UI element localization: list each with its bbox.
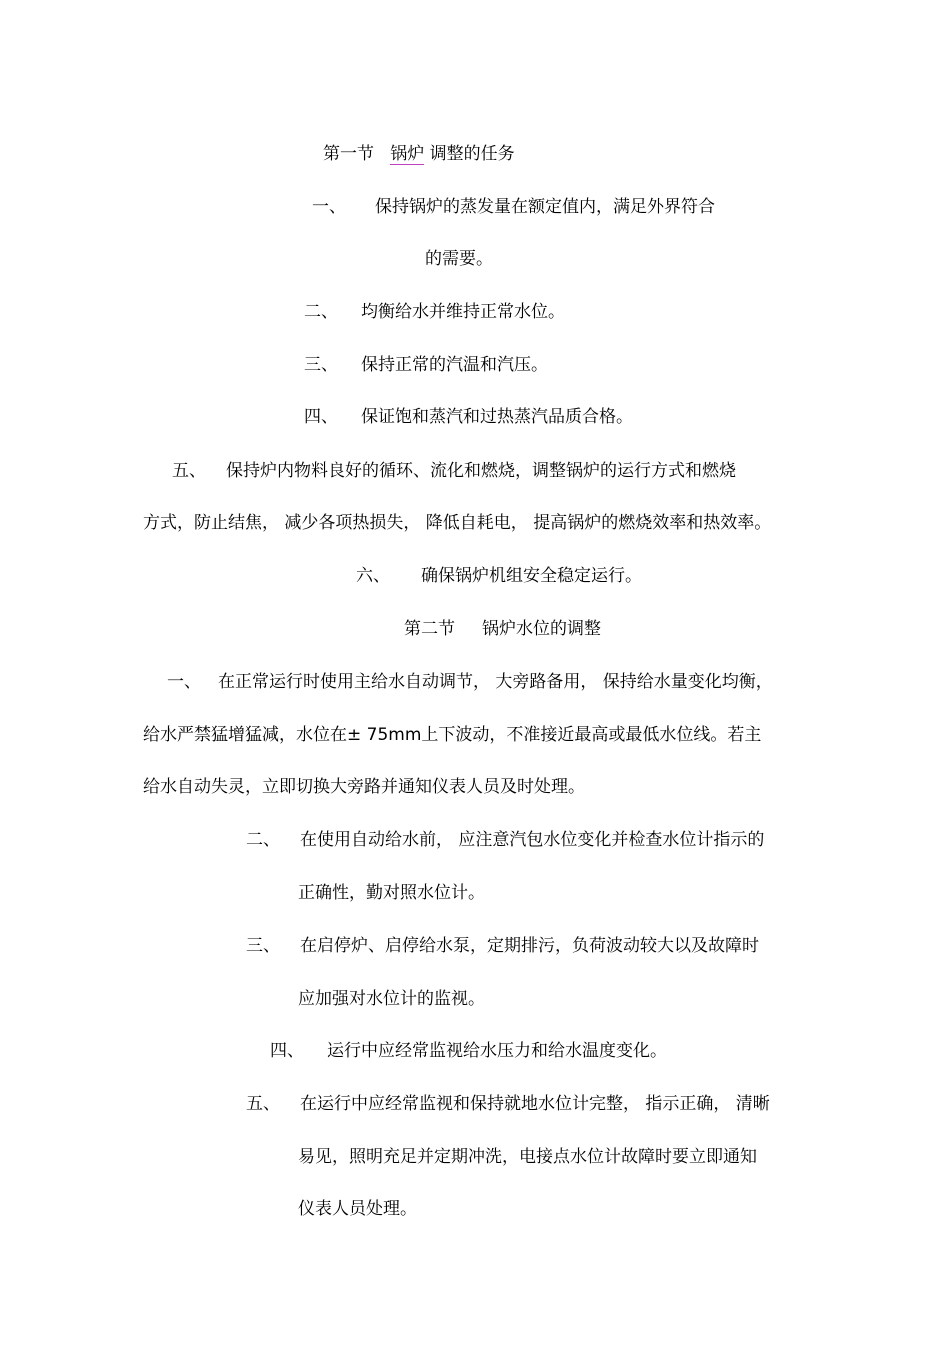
s1-item-2-text: 均衡给水并维持正常水位。	[361, 302, 565, 322]
s2-item-2-cont: 正确性，勤对照水位计。	[298, 883, 485, 903]
section-1-title-suffix: 调整的任务	[429, 144, 515, 164]
s1-item-6-text: 确保锅炉机组安全稳定运行。	[421, 566, 642, 586]
s2-item-5-text: 在运行中应经常监视和保持就地水位计完整， 指示正确， 清晰	[300, 1094, 770, 1114]
s2-item-4-num: 四、	[270, 1041, 304, 1061]
s2-item-3-num: 三、	[246, 936, 280, 956]
s1-item-1-num: 一、	[312, 197, 346, 217]
section-1-title-prefix: 第一节	[323, 144, 374, 164]
s1-item-4-text: 保证饱和蒸汽和过热蒸汽品质合格。	[361, 407, 633, 427]
s1-item-1-text: 保持锅炉的蒸发量在额定值内，满足外界符合	[375, 197, 715, 217]
s1-item-3-num: 三、	[304, 355, 338, 375]
s1-item-5-cont: 方式，防止结焦， 减少各项热损失， 降低自耗电， 提高锅炉的燃烧效率和热效率。	[143, 513, 772, 533]
s1-item-1-cont: 的需要。	[425, 249, 493, 269]
s2-item-1-num: 一、	[167, 672, 201, 692]
section-1-title	[323, 143, 515, 165]
s2-item-4-text: 运行中应经常监视给水压力和给水温度变化。	[327, 1041, 667, 1061]
s1-item-4-num: 四、	[304, 407, 338, 427]
section-2-title-prefix: 第二节	[404, 619, 455, 639]
s2-item-1-cont-2: 给水自动失灵，立即切换大旁路并通知仪表人员及时处理。	[143, 777, 585, 797]
section-2-title	[404, 618, 601, 640]
s2-item-1-cont-1: 给水严禁猛增猛减，水位在± 75mm上下波动，不准接近最高或最低水位线。若主	[143, 725, 762, 745]
s2-item-5-cont-2: 仪表人员处理。	[298, 1199, 417, 1219]
s1-item-2-num: 二、	[304, 302, 338, 322]
s2-item-3-cont: 应加强对水位计的监视。	[298, 989, 485, 1009]
s1-item-3-text: 保持正常的汽温和汽压。	[361, 355, 548, 375]
s1-item-5-text: 保持炉内物料良好的循环、流化和燃烧，调整锅炉的运行方式和燃烧	[226, 461, 736, 481]
section-2-title-suffix: 锅炉水位的调整	[482, 619, 602, 639]
s2-item-3-text: 在启停炉、启停给水泵，定期排污，负荷波动较大以及故障时	[300, 936, 759, 956]
s2-item-1-text: 在正常运行时使用主给水自动调节， 大旁路备用， 保持给水量变化均衡，	[218, 672, 773, 692]
s2-item-5-num: 五、	[246, 1094, 280, 1114]
s2-item-2-text: 在使用自动给水前， 应注意汽包水位变化并检查水位计指示的	[300, 830, 765, 850]
s1-item-5-num: 五、	[172, 461, 206, 481]
s2-item-5-cont-1: 易见，照明充足并定期冲洗，电接点水位计故障时要立即通知	[298, 1147, 757, 1167]
section-1-title-underlined: 锅炉	[390, 144, 425, 164]
s2-item-2-num: 二、	[246, 830, 280, 850]
s1-item-6-num: 六、	[356, 566, 390, 586]
